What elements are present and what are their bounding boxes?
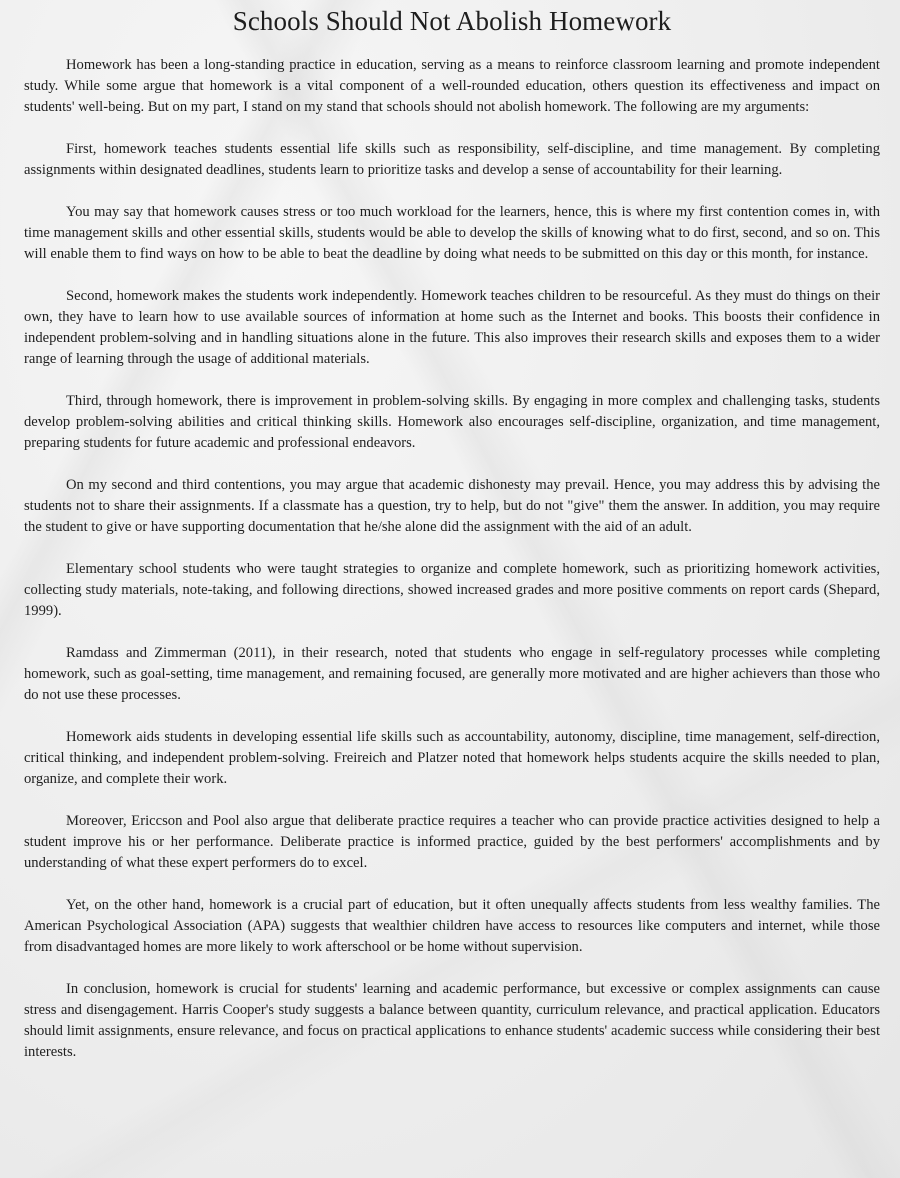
paragraph-dishonesty-rebuttal: On my second and third contentions, you may argue that academic dishonesty may prevail. Hence, you may address this by advising the students not to share their assignments. If a classmate has a question, try to help, but do not "give" them the answer. In addition, you may require the student to give or have supporting documentation that he/she alone did the assignment with the aid of an adult.: [24, 477, 880, 535]
paragraph-second-argument: Second, homework makes the students work independently. Homework teaches children to be resourceful. As they must do things on their own, they have to learn how to use available sources of information at home such as the Internet and books. This boosts their confidence in independent problem-solving and in handling situations alone in the future. This also improves their research skills and exposes them to a wider range of learning through the usage of additional materials.: [24, 288, 880, 367]
paragraph-deliberate-practice: Moreover, Ericcson and Pool also argue that deliberate practice requires a teacher who can provide practice activities designed to help a student improve his or her performance. Deliberate practice is informed practice, guided by the best performers' accomplishments and by understanding of what these expert performers do to excel.: [24, 813, 880, 871]
paragraph-conclusion: In conclusion, homework is crucial for students' learning and academic performance, but excessive or complex assignments can cause stress and disengagement. Harris Cooper's study suggests a balance between quantity, curriculum relevance, and practical application. Educators should limit assignments, ensure relevance, and focus on practical applications to enhance students' academic success while considering their best interests.: [24, 981, 880, 1060]
paragraph-ramdass-evidence: Ramdass and Zimmerman (2011), in their research, noted that students who engage in self-regulatory processes while completing homework, such as goal-setting, time management, and remaining focused, are generally more motivated and are higher achievers than those who do not use these processes.: [24, 645, 880, 703]
essay-title: Schools Should Not Abolish Homework: [232, 6, 672, 36]
paragraph-introduction: Homework has been a long-standing practice in education, serving as a means to reinforce classroom learning and promote independent study. While some argue that homework is a vital component of a well-rounded education, others question its effectiveness and impact on students' well-being. But on my part, I stand on my stand that schools should not abolish homework. The following are my arguments:: [24, 57, 880, 115]
paragraph-third-argument: Third, through homework, there is improvement in problem-solving skills. By engaging in more complex and challenging tasks, students develop problem-solving abilities and critical thinking skills. Homework also encourages self-discipline, organization, and time management, preparing students for future academic and professional endeavors.: [24, 393, 880, 451]
paragraph-shepard-evidence: Elementary school students who were taught strategies to organize and complete homework, such as prioritizing homework activities, collecting study materials, note-taking, and following directions, showed increased grades and more positive comments on report cards (Shepard, 1999).: [24, 561, 880, 619]
paragraph-stress-rebuttal: You may say that homework causes stress or too much workload for the learners, hence, this is where my first contention comes in, with time management skills and other essential skills, students would be able to develop the skills of knowing what to do first, second, and so on. This will enable them to find ways on how to be able to beat the deadline by doing what needs to be submitted on this day or this month, for instance.: [24, 204, 880, 262]
paragraph-counterpoint: Yet, on the other hand, homework is a crucial part of education, but it often unequally affects students from less wealthy families. The American Psychological Association (APA) suggests that wealthier children have access to resources like computers and internet, while those from disadvantaged homes are more likely to work afterschool or be home without supervision.: [24, 897, 880, 955]
paragraph-life-skills: Homework aids students in developing essential life skills such as accountability, autonomy, discipline, time management, self-direction, critical thinking, and independent problem-solving. Freireich and Platzer noted that homework helps students acquire the skills needed to plan, organize, and complete their work.: [24, 729, 880, 787]
paragraph-first-argument: First, homework teaches students essential life skills such as responsibility, self-discipline, and time management. By completing assignments within designated deadlines, students learn to prioritize tasks and develop a sense of accountability for their learning.: [24, 141, 880, 178]
